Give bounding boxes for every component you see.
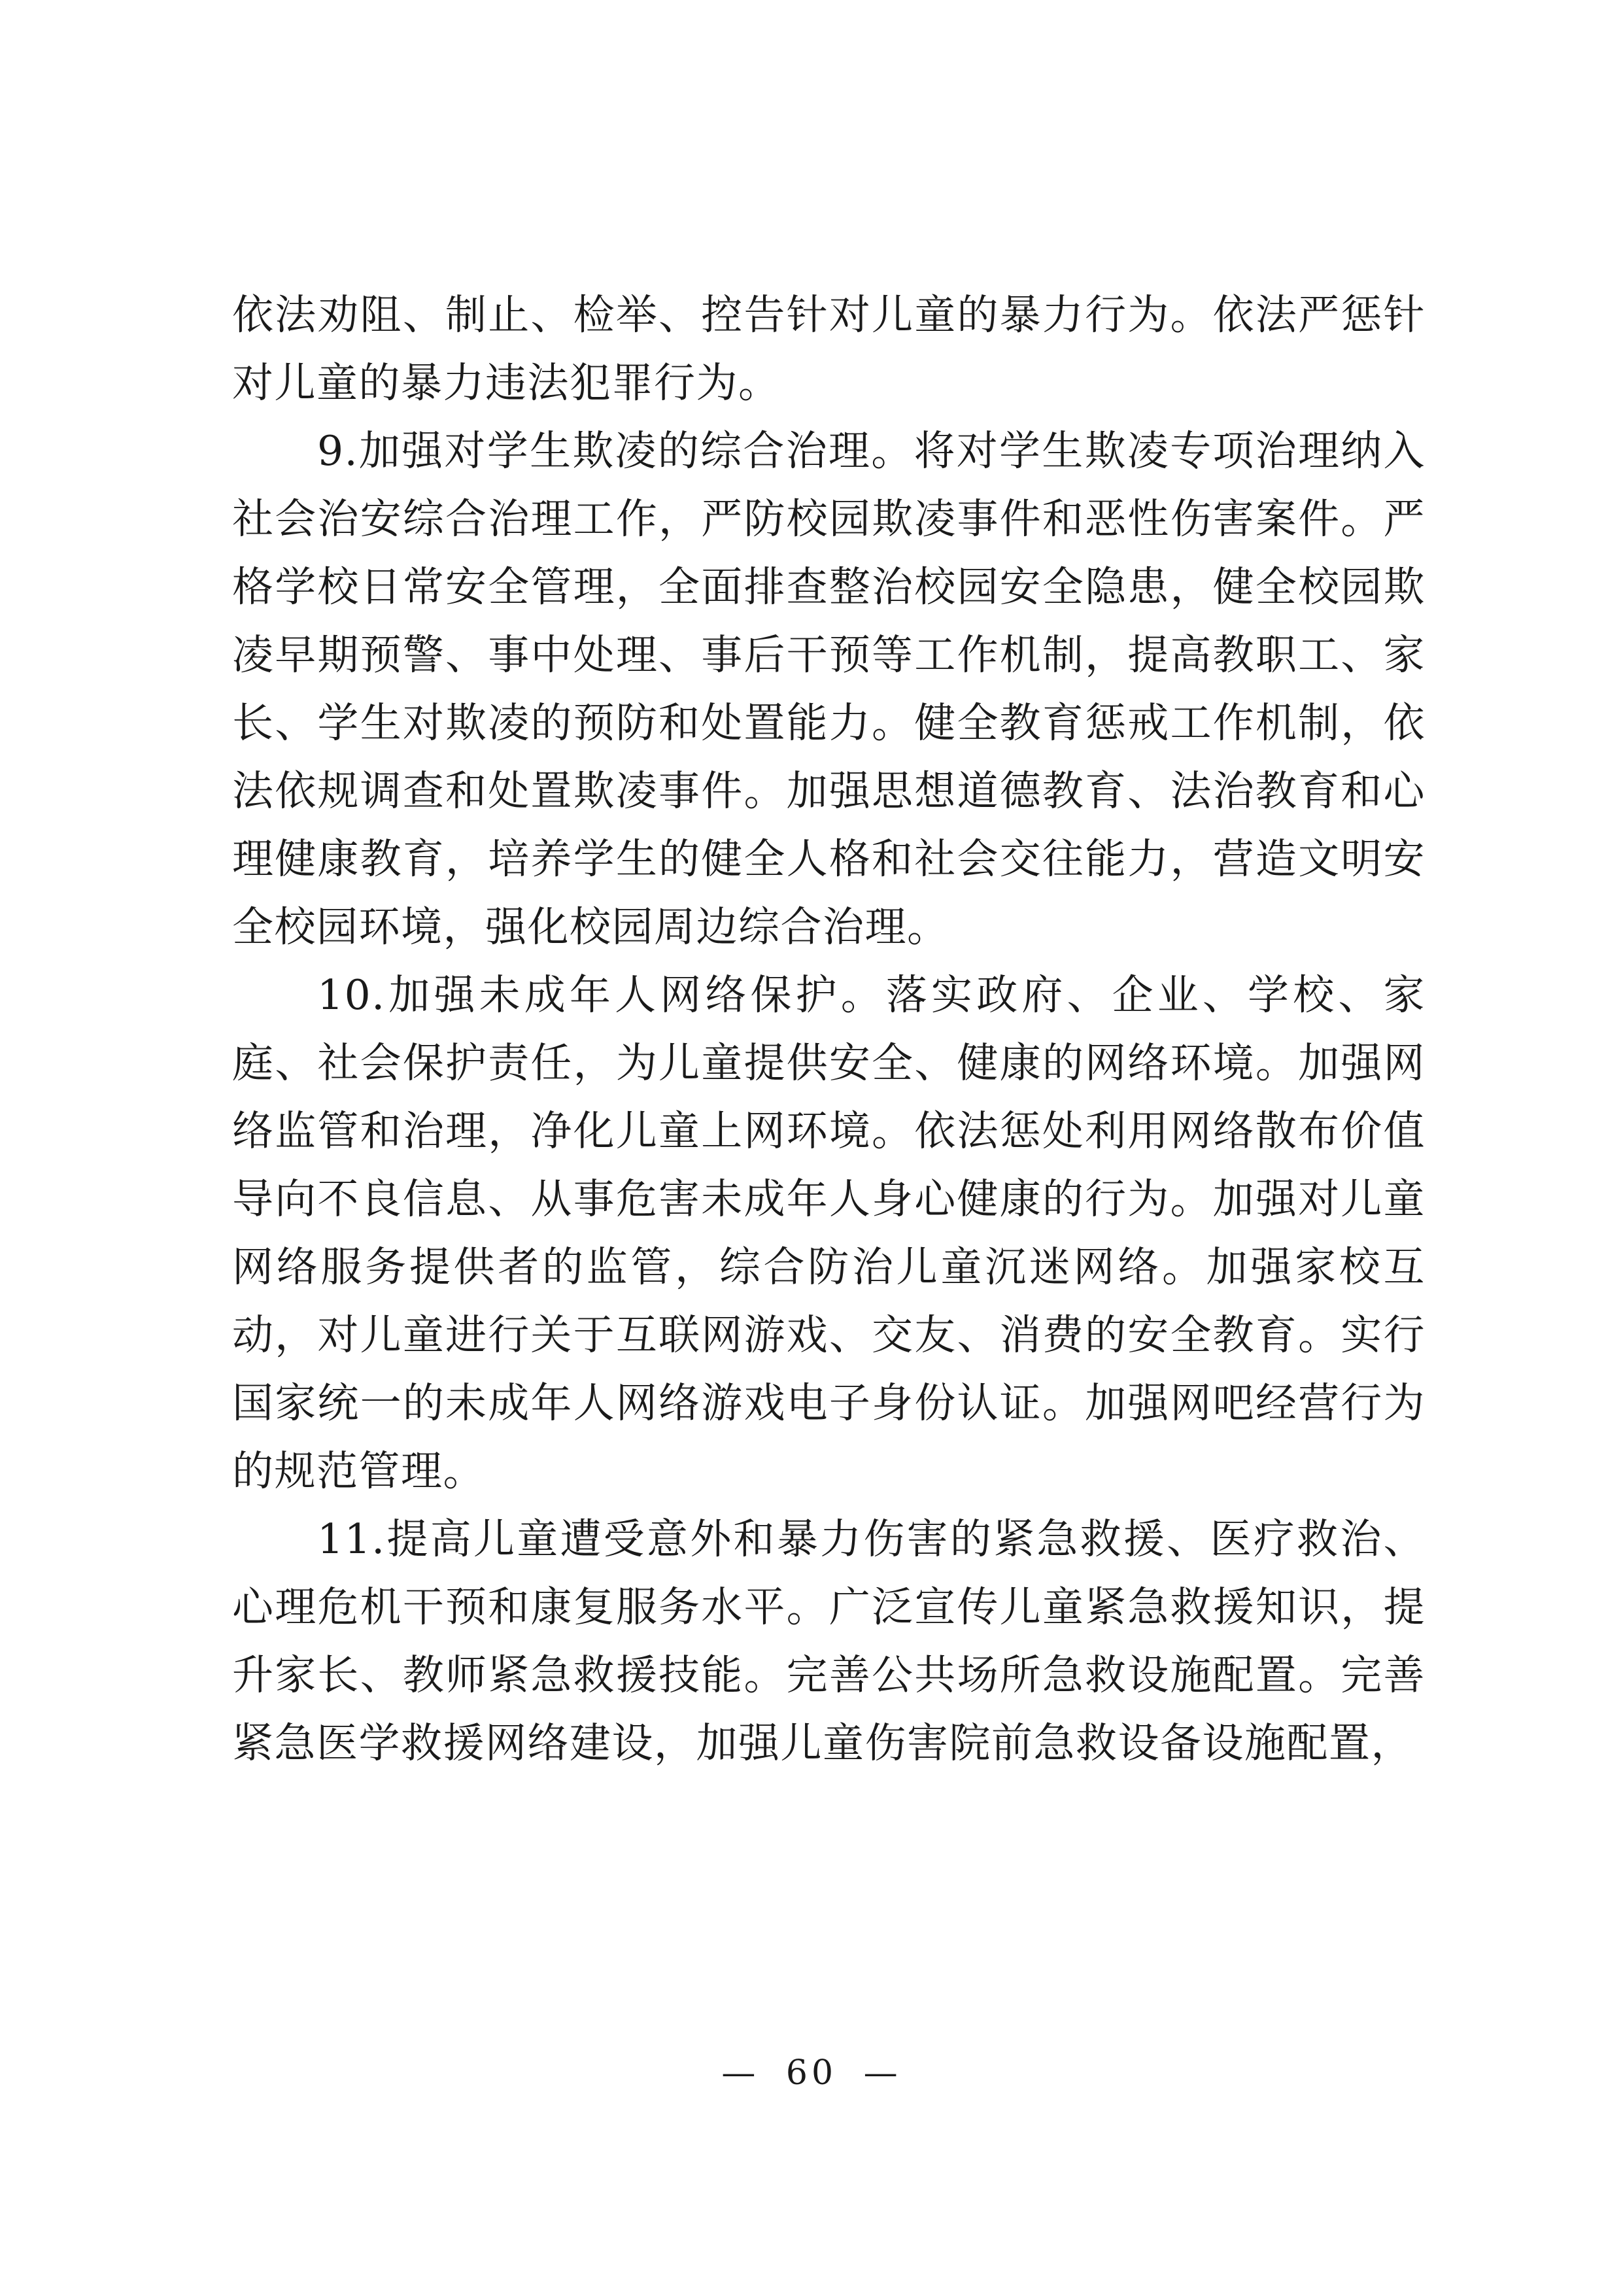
paragraph-item-10: 10.加强未成年人网络保护。落实政府、企业、学校、家庭、社会保护责任，为儿童提供安全、健康的网络环境。加强网络监管和治理，净化儿童上网环境。依法惩处利用网络散布价值导向不良信息、从事危害未成年人身心健康的行为。加强对儿童网络服务提供者的监管，综合防治儿童沉迷网络。加强家校互动，对儿童进行关于互联网游戏、交友、消费的安全教育。实行国家统一的未成年人网络游戏电子身份认证。加强网吧经营行为的规范管理。 <box>232 971 1426 1495</box>
page-body <box>232 281 1426 1777</box>
paragraph-continued: 依法劝阻、制止、检举、控告针对儿童的暴力行为。依法严惩针对儿童的暴力违法犯罪行为。 <box>232 291 1426 407</box>
page-footer <box>0 2053 1623 2093</box>
footer-dash-right: — <box>863 2053 902 2093</box>
footer-dash-left: — <box>721 2053 760 2093</box>
page-number: 60 <box>785 2053 838 2093</box>
paragraph-item-9: 9.加强对学生欺凌的综合治理。将对学生欺凌专项治理纳入社会治安综合治理工作，严防校园欺凌事件和恶性伤害案件。严格学校日常安全管理，全面排查整治校园安全隐患，健全校园欺凌早期预警、事中处理、事后干预等工作机制，提高教职工、家长、学生对欺凌的预防和处置能力。健全教育惩戒工作机制，依法依规调查和处置欺凌事件。加强思想道德教育、法治教育和心理健康教育，培养学生的健全人格和社会交往能力，营造文明安全校园环境，强化校园周边综合治理。 <box>232 427 1426 951</box>
paragraph-item-11: 11.提高儿童遭受意外和暴力伤害的紧急救援、医疗救治、心理危机干预和康复服务水平。广泛宣传儿童紧急救援知识，提升家长、教师紧急救援技能。完善公共场所急救设施配置。完善紧急医学救援网络建设，加强儿童伤害院前急救设备设施配置， <box>232 1515 1426 1767</box>
